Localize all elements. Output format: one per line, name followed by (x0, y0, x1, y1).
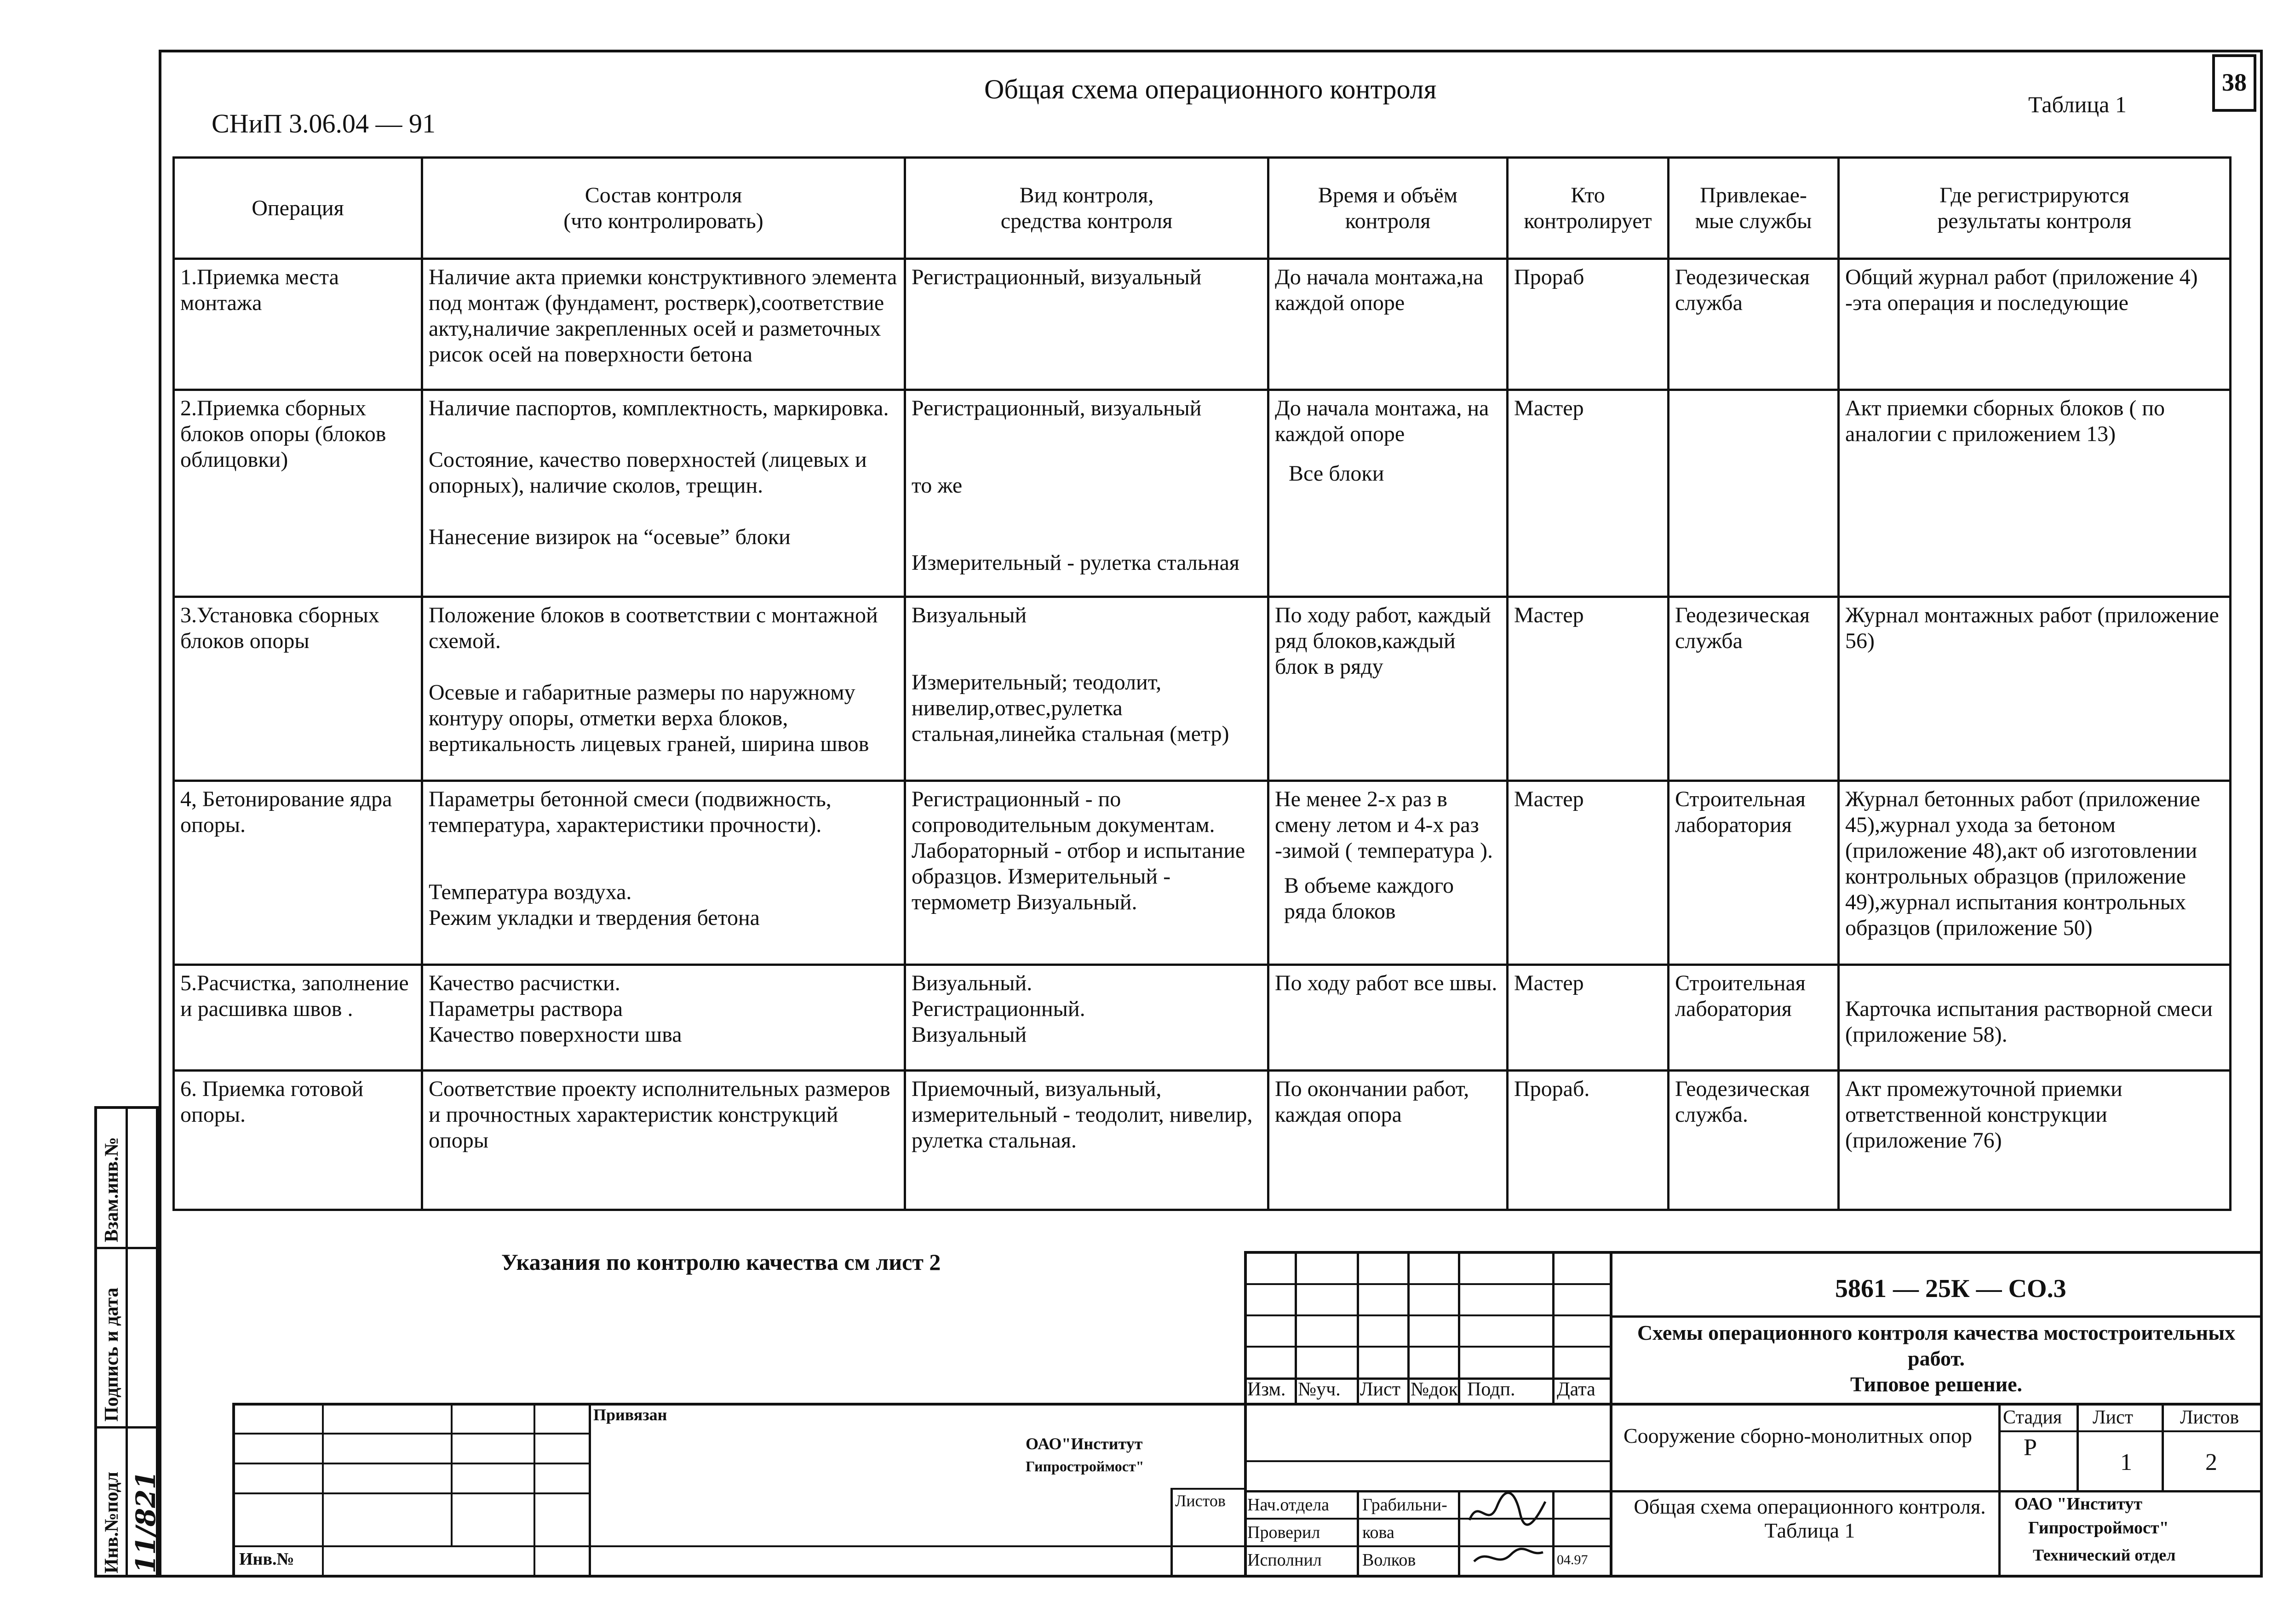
cell-operation: 5.Расчистка, заполнение и расшивка швов . (174, 965, 422, 1071)
inv-podl-value: 11/821 (130, 1471, 161, 1573)
cell-method: Приемочный, визуальный, измерительный - теодолит, нивелир, рулетка стальная. (905, 1071, 1268, 1210)
cell-who: Прораб (1508, 259, 1669, 390)
cell-operation: 2.Приемка сборных блоков опоры (блоков облицовки) (174, 390, 422, 597)
name-head-cont: кова (1362, 1523, 1394, 1542)
standard-code: СНиП 3.06.04 — 91 (212, 109, 436, 138)
table-row (174, 1071, 2231, 1210)
name-author: Волков (1362, 1550, 1416, 1570)
cell-content: Параметры бетонной смеси (подвижность, температура, характеристики прочности). Температура воздуха. Режим укладки и твердения бетона (422, 781, 905, 965)
stage-value: Р (2024, 1435, 2037, 1461)
cell-record: Журнал бетонных работ (приложение 45),журнал ухода за бетоном (приложение 48),акт об изготовлении контрольных образцов (приложение 49),журнал испытания контрольных образцов (приложение 50) (1839, 781, 2231, 965)
cell-time: До начала монтажа,на каждой опоре (1268, 259, 1508, 390)
table-row (174, 781, 2231, 965)
org-right-line3: Технический отдел (2033, 1546, 2176, 1564)
signature-image (1465, 1488, 1550, 1575)
sign-date: 04.97 (1557, 1552, 1588, 1567)
role-checked: Проверил (1247, 1523, 1320, 1542)
cell-services: Геодезическая служба (1669, 597, 1839, 781)
cell-content: Наличие акта приемки конструктивного элемента под монтаж (фундамент, ростверк),соответствие акту,наличие закрепленных осей и разметочных рисок осей на поверхности бетона (422, 259, 905, 390)
cell-record: Акт промежуточной приемки ответственной конструкции (приложение 76) (1839, 1071, 2231, 1210)
cell-record: Акт приемки сборных блоков ( по аналогии с приложением 13) (1839, 390, 2231, 597)
cell-services: Геодезическая служба. (1669, 1071, 1839, 1210)
col-uch: №уч. (1298, 1379, 1341, 1400)
document-title: Схемы операционного контроля качества мостостроительных работ. Типовое решение. (1637, 1321, 2236, 1396)
cell-time: По окончании работ, каждая опора (1268, 1071, 1508, 1210)
inv-no-label: Инв.№ (239, 1549, 294, 1569)
cell-time: По ходу работ все швы. (1268, 965, 1508, 1071)
list-header: Лист (2093, 1407, 2133, 1428)
cell-method: Визуальный Измерительный; теодолит, нивелир,отвес,рулетка стальная,линейка стальная (метр) (905, 597, 1268, 781)
control-table (172, 156, 2232, 1211)
cell-who: Прораб. (1508, 1071, 1669, 1210)
table-label: Таблица 1 (2028, 92, 2127, 117)
vzam-inv-label: Взам.инв.№ (101, 1137, 122, 1242)
col-podp: Подп. (1467, 1379, 1515, 1400)
cell-services: Геодезическая служба (1669, 259, 1839, 390)
role-author: Исполнил (1247, 1550, 1322, 1570)
cell-services: Строительная лаборатория (1669, 965, 1839, 1071)
table-row (174, 259, 2231, 390)
cell-content: Наличие паспортов, комплектность, маркировка. Состояние, качество поверхностей (лицевых и опорных), наличие сколов, трещин. Нанесение визирок на “осевые” блоки (422, 390, 905, 597)
name-head: Грабильни- (1362, 1495, 1447, 1515)
cell-who: Мастер (1508, 781, 1669, 965)
cell-services (1669, 390, 1839, 597)
inventory-stamp (94, 1106, 159, 1578)
col-services: Привлекае- мые службы (1669, 158, 1839, 259)
list-value: 1 (2120, 1449, 2132, 1475)
cell-services: Строительная лаборатория (1669, 781, 1839, 965)
inv-podl-label: Инв.№подл (101, 1471, 122, 1573)
cell-operation: 1.Приемка места монтажа (174, 259, 422, 390)
org-right-line2: Гипростроймост" (2028, 1518, 2169, 1538)
cell-method: Визуальный. Регистрационный. Визуальный (905, 965, 1268, 1071)
structure-name: Сооружение сборно-монолитных опор (1624, 1424, 1972, 1447)
cell-record: Журнал монтажных работ (приложение 56) (1839, 597, 2231, 781)
table-header-row (174, 158, 2231, 259)
listov-header: Листов (2180, 1407, 2239, 1428)
cell-record: Карточка испытания растворной смеси (приложение 58). (1839, 965, 2231, 1071)
col-method: Вид контроля, средства контроля (905, 158, 1268, 259)
document-code: 5861 — 25К — СО.3 (1835, 1274, 2066, 1303)
cell-operation: 6. Приемка готовой опоры. (174, 1071, 422, 1210)
cell-method: Регистрационный, визуальный то же Измерительный - рулетка стальная (905, 390, 1268, 597)
page-number: 38 (2212, 54, 2256, 112)
cell-who: Мастер (1508, 597, 1669, 781)
table-row (174, 965, 2231, 1071)
col-data: Дата (1557, 1379, 1595, 1400)
cell-time: До начала монтажа, на каждой опоре Все блоки (1268, 390, 1508, 597)
cell-content: Соответствие проекту исполнительных размеров и прочностных характеристик конструкций опоры (422, 1071, 905, 1210)
org-left-line2: Гипростроймост" (1026, 1458, 1144, 1475)
listov-value: 2 (2205, 1449, 2217, 1475)
table-row (174, 597, 2231, 781)
cell-method: Регистрационный, визуальный (905, 259, 1268, 390)
col-who: Кто контролирует (1508, 158, 1669, 259)
cell-operation: 3.Установка сборных блоков опоры (174, 597, 422, 781)
org-right-line1: ОАО "Институт (2014, 1494, 2143, 1514)
col-time: Время и объём контроля (1268, 158, 1508, 259)
col-ndok: №док (1411, 1379, 1458, 1400)
signature-date-label: Подпись и дата (101, 1287, 122, 1422)
col-operation: Операция (174, 158, 422, 259)
cell-record: Общий журнал работ (приложение 4) -эта операция и последующие (1839, 259, 2231, 390)
col-izm: Изм. (1247, 1379, 1286, 1400)
cell-time: По ходу работ, каждый ряд блоков,каждый блок в ряду (1268, 597, 1508, 781)
cell-who: Мастер (1508, 390, 1669, 597)
table-row (174, 390, 2231, 597)
quality-note: Указания по контролю качества см лист 2 (501, 1249, 941, 1275)
cell-who: Мастер (1508, 965, 1669, 1071)
listov-left: Листов (1175, 1492, 1226, 1510)
col-list: Лист (1360, 1379, 1400, 1400)
stage-header: Стадия (2003, 1407, 2062, 1428)
cell-content: Положение блоков в соответствии с монтажной схемой. Осевые и габаритные размеры по наружному контуру опоры, отметки верха блоков, вертикальность лицевых граней, ширина швов (422, 597, 905, 781)
org-left-line1: ОАО"Институт (1026, 1435, 1143, 1453)
page-title: Общая схема операционного контроля (984, 74, 1437, 104)
role-head: Нач.отдела (1247, 1495, 1330, 1515)
cell-time: Не менее 2-х раз в смену летом и 4-х раз -зимой ( температура ). В объеме каждого ряда блоков (1268, 781, 1508, 965)
sheet-title: Общая схема операционного контроля. Таблица 1 (1634, 1495, 1986, 1542)
cell-method: Регистрационный - по сопроводительным документам. Лабораторный - отбор и испытание образцов. Измерительный - термометр Визуальный. (905, 781, 1268, 965)
col-content: Состав контроля (что контролировать) (422, 158, 905, 259)
col-record: Где регистрируются результаты контроля (1839, 158, 2231, 259)
cell-operation: 4, Бетонирование ядра опоры. (174, 781, 422, 965)
privyazan-label: Привязан (593, 1406, 667, 1424)
cell-content: Качество расчистки. Параметры раствора Качество поверхности шва (422, 965, 905, 1071)
